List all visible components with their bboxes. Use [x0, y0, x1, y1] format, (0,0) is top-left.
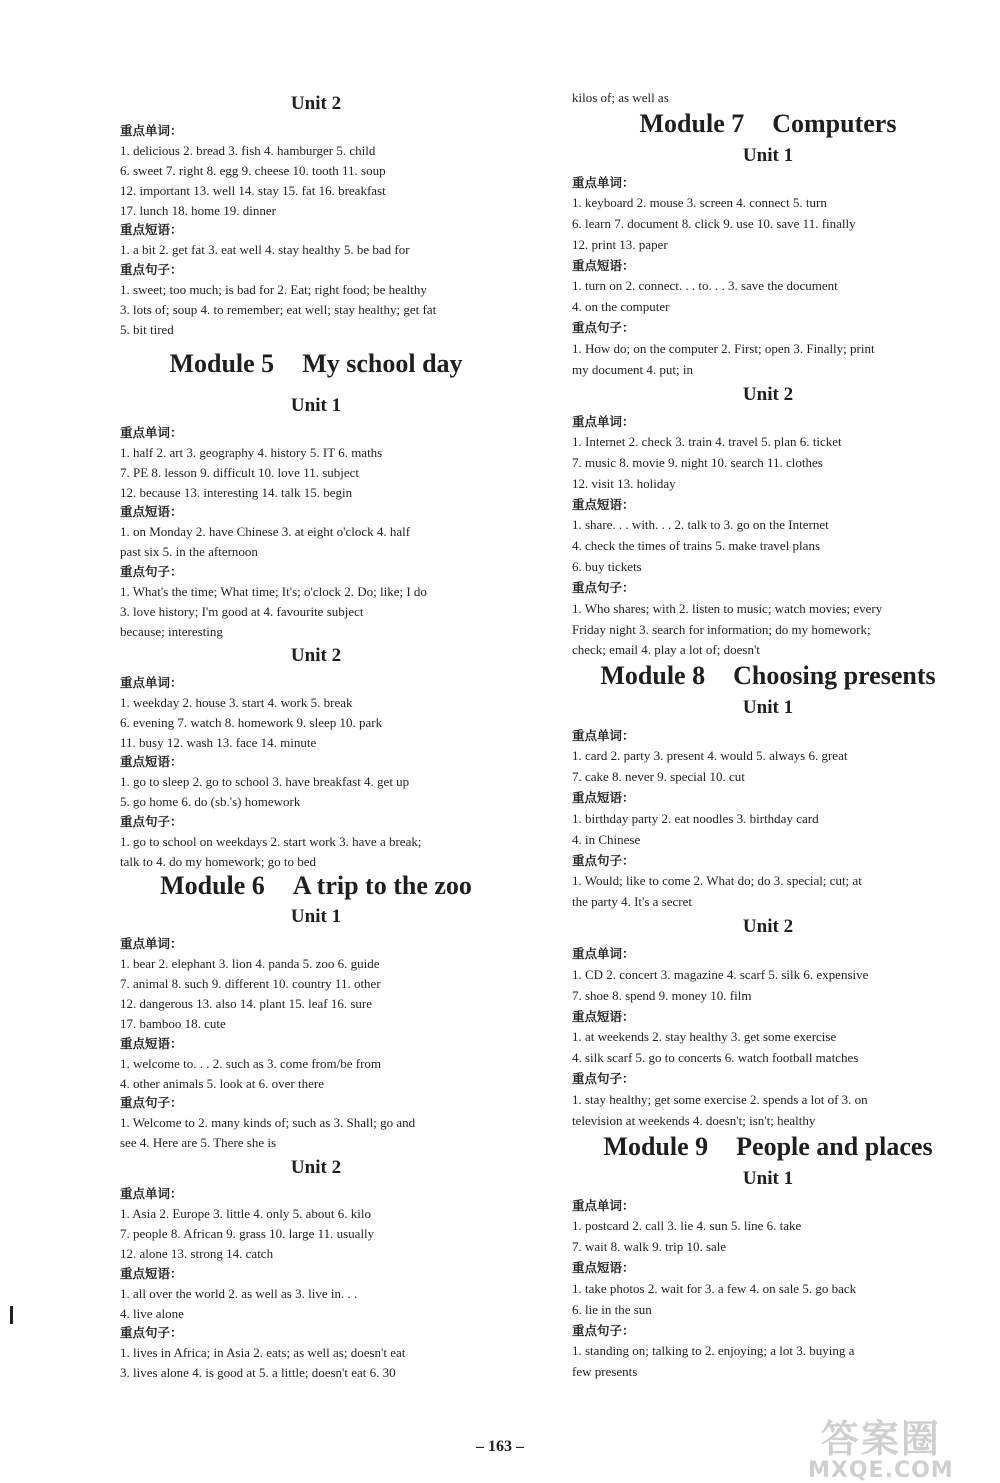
key-phrases-label: 重点短语： [572, 790, 635, 805]
answer-line: 1. Asia 2. Europe 3. little 4. only 5. about 6. kilo [120, 1206, 371, 1221]
answer-line: 1. Internet 2. check 3. train 4. travel 5. plan 6. ticket [572, 434, 842, 449]
module-title: Computers [772, 109, 897, 138]
key-phrases-label: 重点短语： [120, 222, 183, 237]
answer-line: 1. birthday party 2. eat noodles 3. birthday card [572, 811, 819, 826]
module-number: Module 6 [160, 871, 265, 900]
key-words-label: 重点单词： [120, 675, 183, 690]
answer-line: 12. print 13. paper [572, 237, 668, 252]
page-number: – 163 – [476, 1438, 524, 1455]
key-sentences-label: 重点句子： [120, 1095, 183, 1110]
module-number: Module 9 [603, 1132, 709, 1161]
module-heading [120, 870, 512, 902]
answer-line: 1. Would; like to come 2. What do; do 3. special; cut; at [572, 873, 862, 888]
unit-heading: Unit 2 [742, 384, 794, 405]
answer-line: 17. lunch 18. home 19. dinner [120, 203, 276, 218]
answer-line: 12. visit 13. holiday [572, 476, 676, 491]
answer-line: 1. at weekends 2. stay healthy 3. get some exercise [572, 1029, 837, 1044]
key-sentences-label: 重点句子： [572, 853, 635, 868]
answer-line: 4. check the times of trains 5. make travel plans [572, 538, 821, 553]
watermark [808, 1417, 954, 1483]
answer-line: because; interesting [120, 624, 223, 639]
unit-heading: Unit 1 [290, 906, 342, 927]
key-words-label: 重点单词： [572, 1198, 635, 1213]
answer-line: 1. turn on 2. connect. . . to. . . 3. save the document [572, 278, 838, 293]
key-sentences-label: 重点句子： [572, 580, 635, 595]
key-words-label: 重点单词： [572, 946, 635, 961]
key-sentences-label: 重点句子： [572, 1323, 635, 1338]
key-phrases-label: 重点短语： [572, 1260, 635, 1275]
answer-line: 1. take photos 2. wait for 3. a few 4. on sale 5. go back [572, 1281, 857, 1296]
key-phrases-label: 重点短语： [120, 504, 183, 519]
answer-line: 1. How do; on the computer 2. First; open 3. Finally; print [572, 341, 875, 356]
key-phrases-label: 重点短语： [572, 1009, 635, 1024]
key-phrases-label: 重点短语： [572, 497, 635, 512]
answer-line: kilos of; as well as [572, 90, 669, 105]
unit-heading: Unit 1 [742, 145, 794, 166]
key-sentences-label: 重点句子： [120, 564, 183, 579]
answer-line: 4. other animals 5. look at 6. over there [120, 1076, 324, 1091]
answer-line: 4. on the computer [572, 299, 670, 314]
module-heading [572, 1131, 964, 1163]
answer-line: 3. lives alone 4. is good at 5. a little; doesn't eat 6. 30 [120, 1365, 396, 1380]
answer-line: 5. bit tired [120, 322, 174, 337]
answer-line: 4. silk scarf 5. go to concerts 6. watch football matches [572, 1050, 859, 1065]
answer-line: 12. dangerous 13. also 14. plant 15. leaf 16. sure [120, 996, 373, 1011]
answer-line: Friday night 3. search for information; do my homework; [572, 622, 871, 637]
answer-line: 1. a bit 2. get fat 3. eat well 4. stay healthy 5. be bad for [120, 242, 410, 257]
answer-line: 1. share. . . with. . . 2. talk to 3. go on the Internet [572, 517, 829, 532]
unit-heading: Unit 1 [290, 395, 342, 416]
answer-line: 1. weekday 2. house 3. start 4. work 5. break [120, 695, 353, 710]
answer-line: 4. live alone [120, 1306, 184, 1321]
key-sentences-label: 重点句子： [572, 320, 635, 335]
unit-heading: Unit 1 [742, 697, 794, 718]
key-sentences-label: 重点句子： [120, 1325, 183, 1340]
answer-line: 12. because 13. interesting 14. talk 15. begin [120, 485, 353, 500]
answer-line: past six 5. in the afternoon [120, 544, 258, 559]
module-heading [572, 108, 964, 140]
answer-line: 11. busy 12. wash 13. face 14. minute [120, 735, 317, 750]
answer-line: 1. standing on; talking to 2. enjoying; a lot 3. buying a [572, 1343, 855, 1358]
answer-line: 1. CD 2. concert 3. magazine 4. scarf 5. silk 6. expensive [572, 967, 869, 982]
answer-line: talk to 4. do my homework; go to bed [120, 854, 317, 869]
module-title: People and places [736, 1132, 933, 1161]
answer-line: 1. go to school on weekdays 2. start work 3. have a break; [120, 834, 422, 849]
answer-line: 1. welcome to. . . 2. such as 3. come from/be from [120, 1056, 382, 1071]
key-words-label: 重点单词： [572, 728, 635, 743]
answer-line: 3. love history; I'm good at 4. favourite subject [120, 604, 364, 619]
key-phrases-label: 重点短语： [572, 258, 635, 273]
answer-line: television at weekends 4. doesn't; isn't; healthy [572, 1113, 816, 1128]
answer-line: 6. sweet 7. right 8. egg 9. cheese 10. tooth 11. soup [120, 163, 386, 178]
answer-line: 1. card 2. party 3. present 4. would 5. always 6. great [572, 748, 848, 763]
answer-line: 1. What's the time; What time; It's; o'clock 2. Do; like; I do [120, 584, 427, 599]
answer-line: few presents [572, 1364, 638, 1379]
key-words-label: 重点单词： [572, 414, 635, 429]
answer-line: 6. lie in the sun [572, 1302, 652, 1317]
key-words-label: 重点单词： [120, 936, 183, 951]
answer-line: 4. in Chinese [572, 832, 641, 847]
answer-line: 1. Welcome to 2. many kinds of; such as 3. Shall; go and [120, 1115, 416, 1130]
module-heading [572, 660, 964, 692]
unit-heading: Unit 1 [742, 1168, 794, 1189]
key-words-label: 重点单词： [120, 123, 183, 138]
answer-line: 1. all over the world 2. as well as 3. live in. . . [120, 1286, 358, 1301]
unit-heading: Unit 2 [742, 916, 794, 937]
key-words-label: 重点单词： [120, 1186, 183, 1201]
unit-heading: Unit 2 [290, 645, 342, 666]
watermark-logo: 答案圈 [820, 1417, 941, 1461]
answer-line: 12. important 13. well 14. stay 15. fat 16. breakfast [120, 183, 386, 198]
answer-line: 1. half 2. art 3. geography 4. history 5. IT 6. maths [120, 445, 383, 460]
answer-line: 6. learn 7. document 8. click 9. use 10. save 11. finally [572, 216, 856, 231]
answer-line: 1. sweet; too much; is bad for 2. Eat; right food; be healthy [120, 282, 427, 297]
answer-line: 7. animal 8. such 9. different 10. country 11. other [120, 976, 381, 991]
answer-line: 3. lots of; soup 4. to remember; eat well; stay healthy; get fat [120, 302, 437, 317]
answer-line: 1. lives in Africa; in Asia 2. eats; as well as; doesn't eat [120, 1345, 406, 1360]
answer-line: 12. alone 13. strong 14. catch [120, 1246, 274, 1261]
answer-line: 1. postcard 2. call 3. lie 4. sun 5. line 6. take [572, 1218, 802, 1233]
answer-line: 1. bear 2. elephant 3. lion 4. panda 5. zoo 6. guide [120, 956, 380, 971]
answer-line: the party 4. It's a secret [572, 894, 693, 909]
answer-line: 7. shoe 8. spend 9. money 10. film [572, 988, 752, 1003]
module-heading [120, 348, 512, 380]
module-number: Module 8 [600, 661, 706, 690]
answer-line: my document 4. put; in [572, 362, 693, 377]
margin-mark [10, 1306, 13, 1324]
answer-line: 1. delicious 2. bread 3. fish 4. hamburger 5. child [120, 143, 376, 158]
answer-line: 7. wait 8. walk 9. trip 10. sale [572, 1239, 727, 1254]
answer-line: 6. buy tickets [572, 559, 642, 574]
answer-line: check; email 4. play a lot of; doesn't [572, 642, 760, 657]
module-title: A trip to the zoo [292, 871, 472, 900]
answer-line: 7. cake 8. never 9. special 10. cut [572, 769, 745, 784]
key-sentences-label: 重点句子： [120, 262, 183, 277]
answer-line: 7. PE 8. lesson 9. difficult 10. love 11. subject [120, 465, 360, 480]
answer-line: 6. evening 7. watch 8. homework 9. sleep 10. park [120, 715, 383, 730]
key-phrases-label: 重点短语： [120, 754, 183, 769]
module-number: Module 5 [169, 349, 275, 378]
answer-line: 1. go to sleep 2. go to school 3. have breakfast 4. get up [120, 774, 410, 789]
answer-line: 5. go home 6. do (sb.'s) homework [120, 794, 301, 809]
module-number: Module 7 [639, 109, 745, 138]
answer-line: 1. keyboard 2. mouse 3. screen 4. connect 5. turn [572, 195, 827, 210]
answer-line: 7. people 8. African 9. grass 10. large 11. usually [120, 1226, 375, 1241]
unit-heading: Unit 2 [290, 1157, 342, 1178]
key-phrases-label: 重点短语： [120, 1036, 183, 1051]
key-sentences-label: 重点句子： [572, 1071, 635, 1086]
key-words-label: 重点单词： [120, 425, 183, 440]
answer-line: 1. Who shares; with 2. listen to music; watch movies; every [572, 601, 883, 616]
key-phrases-label: 重点短语： [120, 1266, 183, 1281]
watermark-url: MXQE.COM [808, 1458, 954, 1483]
answer-line: 1. on Monday 2. have Chinese 3. at eight o'clock 4. half [120, 524, 411, 539]
unit-heading: Unit 2 [290, 93, 342, 114]
answer-line: 7. music 8. movie 9. night 10. search 11. clothes [572, 455, 823, 470]
answer-line: see 4. Here are 5. There she is [120, 1135, 277, 1150]
answer-line: 1. stay healthy; get some exercise 2. spends a lot of 3. on [572, 1092, 868, 1107]
module-title: Choosing presents [733, 661, 936, 690]
key-words-label: 重点单词： [572, 175, 635, 190]
answer-line: 17. bamboo 18. cute [120, 1016, 226, 1031]
module-title: My school day [302, 349, 463, 378]
key-sentences-label: 重点句子： [120, 814, 183, 829]
